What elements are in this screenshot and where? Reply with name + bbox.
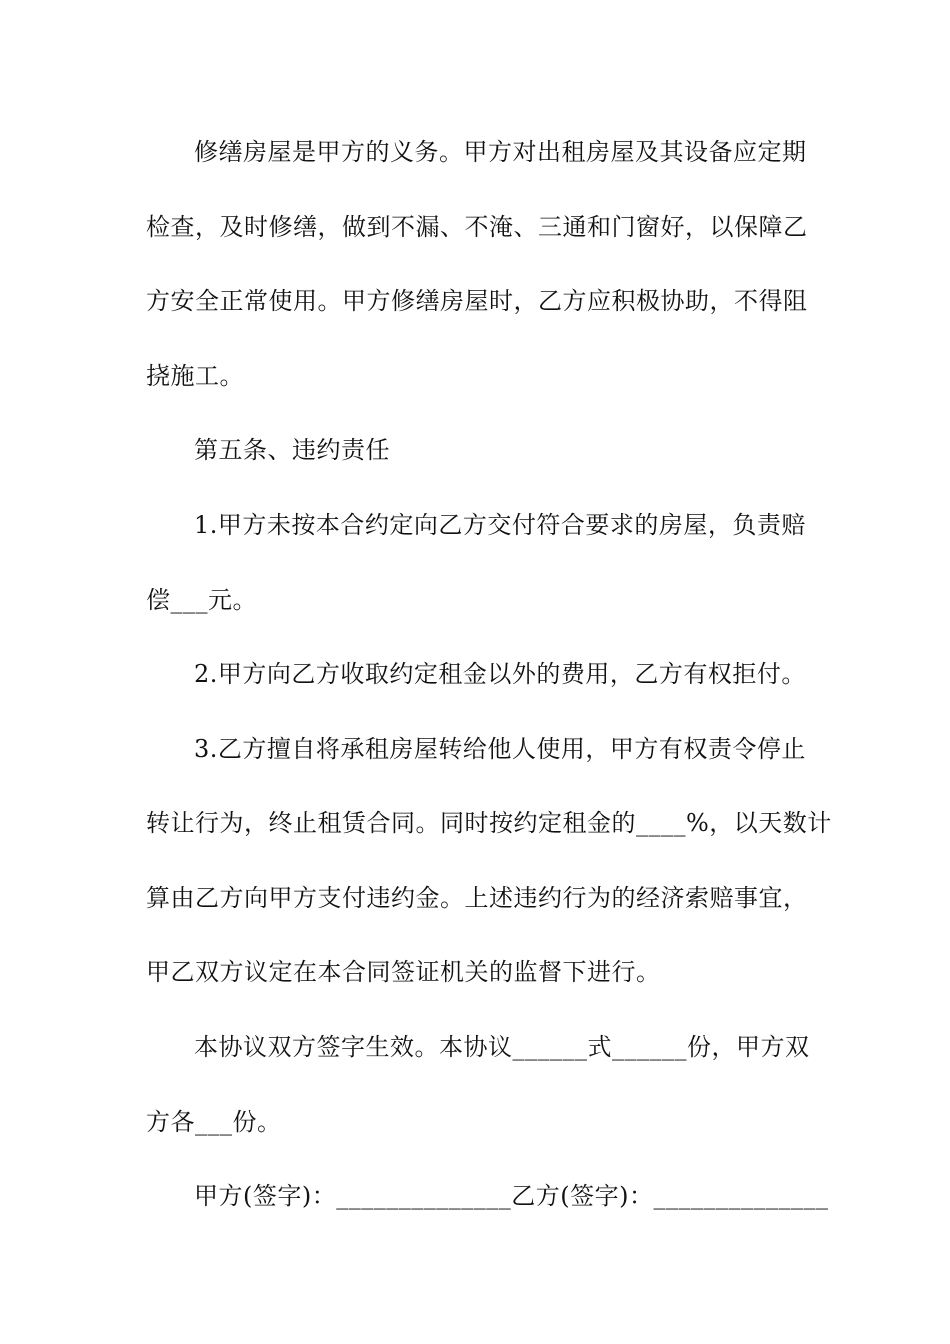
paragraph-repair-line-2: 检查，及时修缮，做到不漏、不淹、三通和门窗好，以保障乙 bbox=[146, 213, 808, 241]
clause-3-line-3: 算由乙方向甲方支付违约金。上述违约行为的经济索赔事宜， bbox=[146, 884, 808, 912]
paragraph-repair-line-3: 方安全正常使用。甲方修缮房屋时，乙方应积极协助，不得阻 bbox=[146, 287, 808, 315]
clause-1-line-1: 1.甲方未按本合约定向乙方交付符合要求的房屋，负责赔 bbox=[194, 511, 806, 539]
paragraph-repair-line-1: 修缮房屋是甲方的义务。甲方对出租房屋及其设备应定期 bbox=[194, 138, 807, 166]
section-heading-breach: 第五条、违约责任 bbox=[194, 436, 390, 464]
agreement-line-2: 方各___份。 bbox=[146, 1108, 282, 1136]
paragraph-repair-line-4: 挠施工。 bbox=[146, 362, 244, 390]
clause-2-line-1: 2.甲方向乙方收取约定租金以外的费用，乙方有权拒付。 bbox=[194, 660, 806, 688]
agreement-line-1: 本协议双方签字生效。本协议______式______份，甲方双 bbox=[194, 1033, 810, 1061]
clause-3-line-2: 转让行为，终止租赁合同。同时按约定租金的____%，以天数计 bbox=[146, 809, 832, 837]
clause-3-line-4: 甲乙双方议定在本合同签证机关的监督下进行。 bbox=[146, 958, 661, 986]
clause-1-line-2: 偿___元。 bbox=[146, 586, 257, 614]
clause-3-line-1: 3.乙方擅自将承租房屋转给他人使用，甲方有权责令停止 bbox=[194, 735, 806, 763]
signature-line: 甲方(签字)：______________乙方(签字)：______________ bbox=[194, 1182, 829, 1210]
